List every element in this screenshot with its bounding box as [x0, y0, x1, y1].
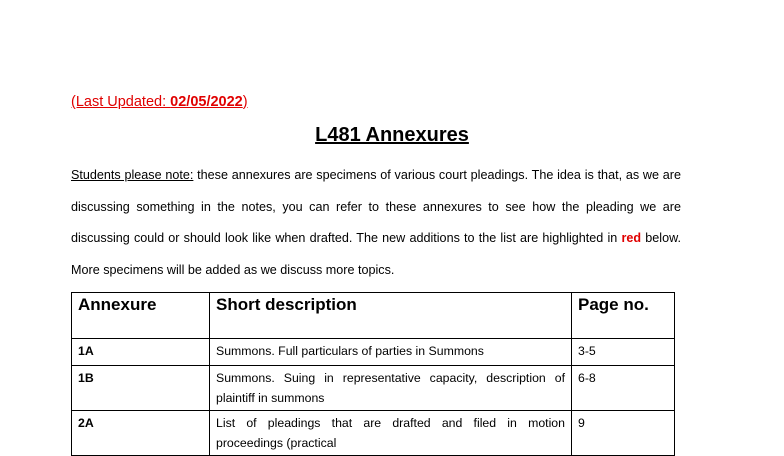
table-row	[72, 366, 675, 411]
header-page: Page no.	[572, 293, 675, 339]
table-header-row	[72, 293, 675, 339]
intro-paragraph	[71, 160, 681, 286]
description-cell: Summons. Full particulars of parties in Summons	[210, 339, 572, 366]
intro-text-1: these annexures are specimens of various court pleadings. The idea is that, as we are discussing something in the notes, you can refer to these annexures to see how the pleading we are discussing could or should look like when drafted. The new additions to the list are highlighted in	[71, 168, 681, 246]
header-description: Short description	[210, 293, 572, 339]
document-title: L481 Annexures	[315, 124, 469, 146]
intro-text-2: below. More specimens will be added as we discuss more topics.	[71, 231, 681, 277]
annexure-table	[71, 292, 675, 456]
annexure-cell: 1B	[72, 366, 210, 411]
table-row	[72, 339, 675, 366]
page-cell: 9	[572, 411, 675, 456]
header-annexure: Annexure	[72, 293, 210, 339]
last-updated-prefix: (Last Updated:	[71, 94, 171, 110]
note-label: Students please note:	[71, 168, 194, 182]
table-row	[72, 411, 675, 456]
description-cell: List of pleadings that are drafted and filed in motion proceedings (practical	[210, 411, 572, 456]
description-cell: Summons. Suing in representative capacity, description of plaintiff in summons	[210, 366, 572, 411]
page-cell: 6-8	[572, 366, 675, 411]
annexure-cell: 2A	[72, 411, 210, 456]
highlight-word: red	[621, 231, 642, 246]
annexure-cell: 1A	[72, 339, 210, 366]
last-updated-line	[71, 94, 248, 110]
page-cell: 3-5	[572, 339, 675, 366]
last-updated-date: 02/05/2022	[170, 94, 243, 110]
last-updated-suffix: )	[242, 94, 248, 110]
